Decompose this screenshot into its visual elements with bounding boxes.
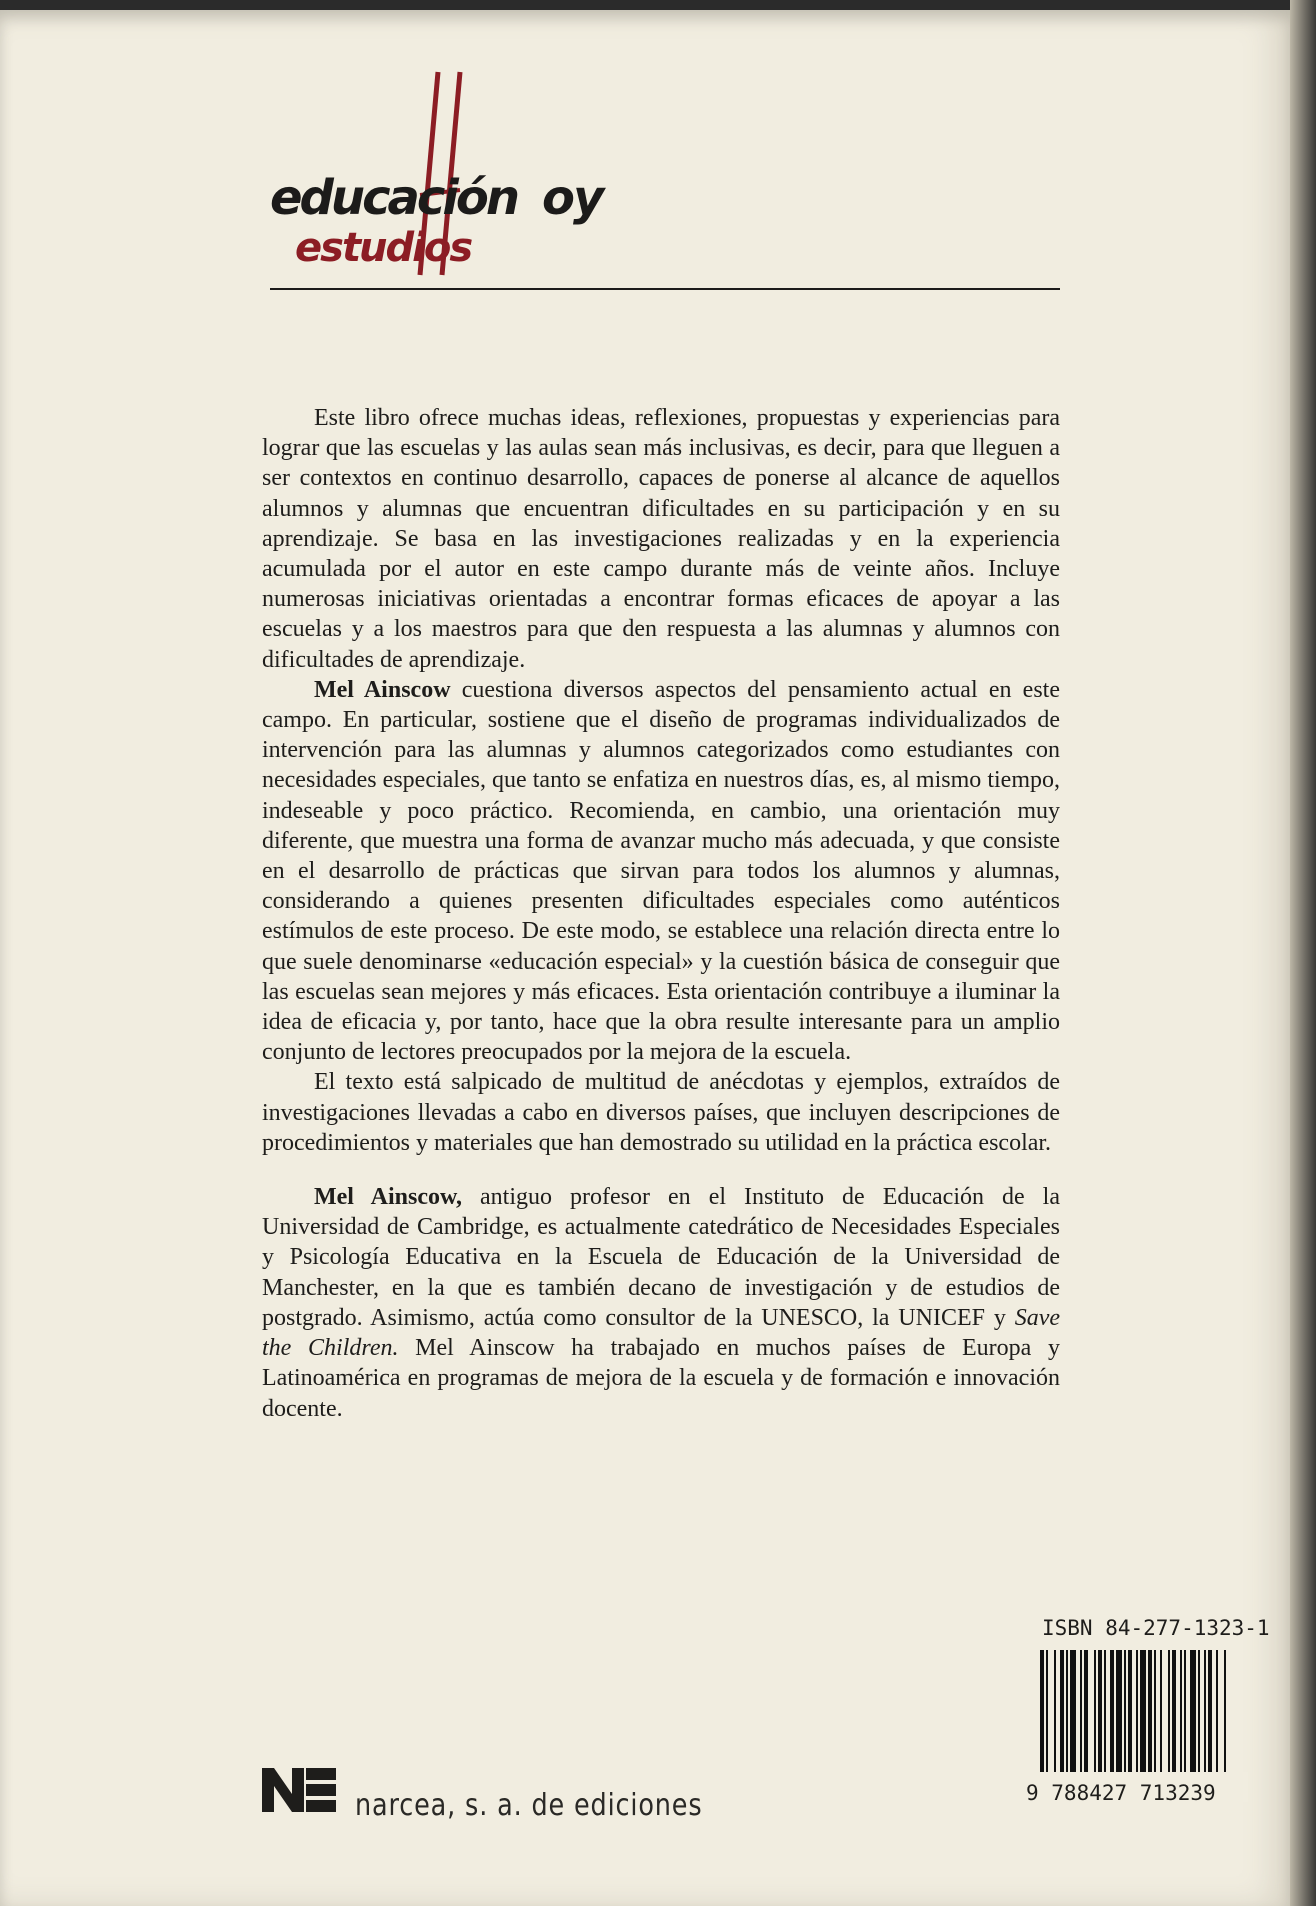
author-bio bbox=[262, 1182, 1060, 1424]
series-logo bbox=[270, 70, 610, 280]
series-logo-educacion: educación bbox=[270, 170, 517, 226]
description-paragraph-1: Este libro ofrece muchas ideas, reflexiones, propuestas y experiencias para lograr que las escuelas y las aulas sean más inclusivas, es decir, para que lleguen a ser contextos en continuo desarrollo, capaces de ponerse al alcance de aquellos alumnos y alumnas que encuentran dificultades en su participación y en su aprendizaje. Se basa en las investigaciones realizadas y en la experiencia acumulada por el autor en este campo durante más de veinte años. Incluye numerosas iniciativas orientadas a encontrar formas eficaces de apoyar a las escuelas y a los maestros para que den respuesta a las alumnas y alumnos con dificultades de aprendizaje. bbox=[262, 405, 1060, 673]
publisher-name: narcea, s. a. de ediciones bbox=[355, 1788, 703, 1823]
description-paragraph-2 bbox=[262, 675, 1060, 1068]
isbn-label: ISBN 84-277-1323-1 bbox=[1042, 1616, 1270, 1640]
bio-author-name: Mel Ainscow, bbox=[314, 1184, 463, 1211]
series-logo-oy: oy bbox=[542, 170, 603, 226]
author-name: Mel Ainscow bbox=[314, 676, 451, 703]
publisher-logo-icon bbox=[262, 1768, 342, 1824]
description-paragraph-2-text: cuestiona diversos aspectos del pensamiento actual en este campo. En particular, sostiene que el diseño de programas individualizados de intervención para las alumnas y alumnos categorizados como estudiantes con necesidades especiales, que tanto se enfatiza en nuestros días, es, al mismo tiempo, indeseable y poco práctico. Recomienda, en cambio, una orientación muy diferente, que muestra una forma de avanzar mucho más adecuada, y que consiste en el desarrollo de prácticas que sirvan para todos los alumnos y alumnas, considerando a quienes presenten dificultades especiales como auténticos estímulos de este proceso. De este modo, se establece una relación directa entre lo que suele denominarse «educación especial» y la cuestión básica de conseguir que las escuelas sean mejores y más eficaces. Esta orientación contribuye a iluminar la idea de eficacia y, por tanto, hace que la obra resulte interesante para un amplio conjunto de lectores preocupados por la mejora de la escuela. bbox=[262, 676, 1060, 1066]
isbn-barcode bbox=[1020, 1650, 1260, 1815]
bio-text-a: antiguo profesor en el Instituto de Educación de la Universidad de Cambridge, es actualmente catedrático de Necesidades Especiales y Psicología Educativa en la Escuela de Educación de la Universidad de Manchester, en la que es también decano de investigación y de estudios de postgrado. Asimismo, actúa como consultor de la UNESCO, la UNICEF y bbox=[262, 1184, 1060, 1331]
bio-organization-italic: Save the Children. bbox=[262, 1304, 1060, 1362]
header-divider bbox=[270, 288, 1060, 290]
barcode-digits: 9 788427 713239 bbox=[1026, 1781, 1216, 1805]
description-text bbox=[262, 403, 1060, 1424]
bio-text-b: Mel Ainscow ha trabajado en muchos países de Europa y Latinoamérica en programas de mejora de la escuela y de formación e innovación docente. bbox=[262, 1335, 1060, 1422]
page-edge-shadow bbox=[1290, 0, 1316, 1906]
book-back-cover bbox=[0, 10, 1290, 1906]
description-paragraph-3: El texto está salpicado de multitud de anécdotas y ejemplos, extraídos de investigaciones llevadas a cabo en diversos países, que incluyen descripciones de procedimientos y materiales que han demostrado su utilidad en la práctica escolar. bbox=[262, 1069, 1060, 1156]
series-logo-estudios: estudios bbox=[295, 225, 472, 271]
